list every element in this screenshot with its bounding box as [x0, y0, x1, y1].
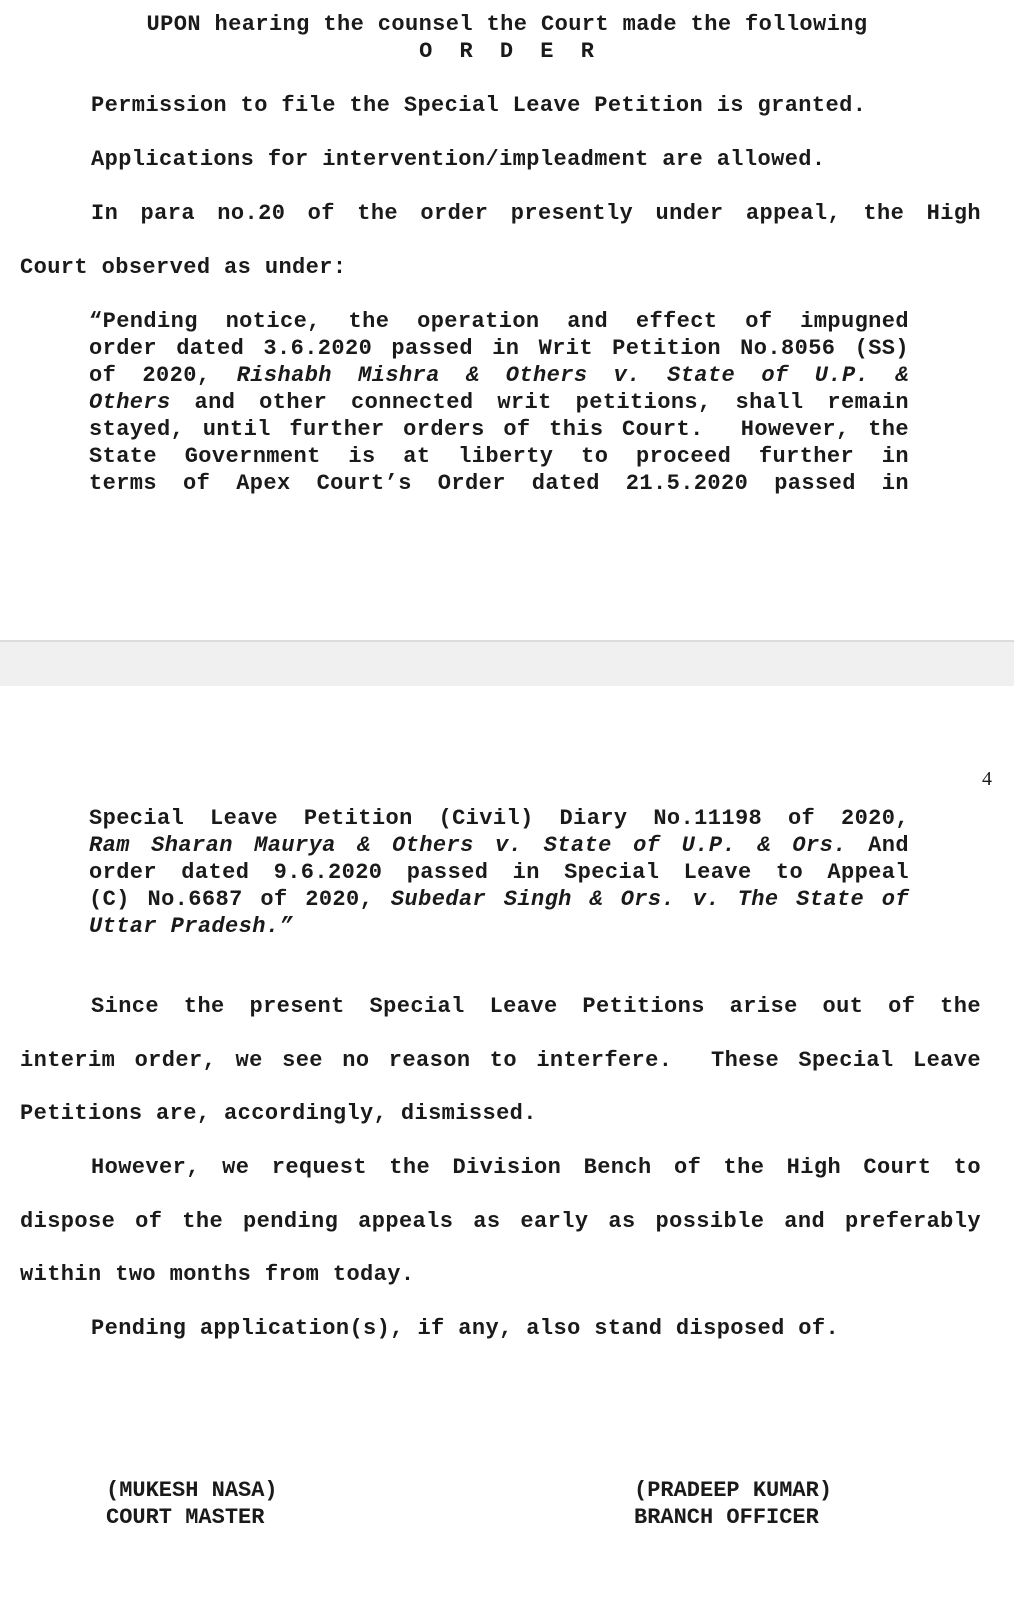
- case-name: Rishabh Mishra & Others v. State of U.P. &: [236, 363, 910, 388]
- paragraph-permission: Permission to file the Special Leave Petition is granted.: [91, 93, 867, 118]
- paragraph-para20-line1: In para no.20 of the order presently under appeal, the High: [91, 201, 981, 226]
- quote-line: [89, 362, 909, 389]
- paragraph-since-line2: interim order, we see no reason to interfere. These Special Leave: [20, 1048, 981, 1073]
- page-break: [0, 640, 1014, 688]
- page-number: 4: [982, 768, 992, 790]
- quote-line: State Government is at liberty to proceed further in: [89, 444, 909, 469]
- paragraph-however-line1: However, we request the Division Bench of the High Court to: [91, 1155, 981, 1180]
- paragraph-since-line1: Since the present Special Leave Petitions arise out of the: [91, 994, 981, 1019]
- quote-text: (C) No.6687 of 2020,: [89, 887, 391, 912]
- quote-text: of 2020,: [89, 363, 237, 388]
- signatory-name: (MUKESH NASA): [106, 1478, 278, 1503]
- quote-text: And: [846, 833, 909, 858]
- paragraph-pending: Pending application(s), if any, also stand disposed of.: [91, 1316, 840, 1341]
- signatory-name: (PRADEEP KUMAR): [634, 1478, 833, 1503]
- paragraph-applications: Applications for intervention/impleadment are allowed.: [91, 147, 826, 172]
- signatory-title: COURT MASTER: [106, 1505, 265, 1530]
- quote-line: stayed, until further orders of this Court. However, the: [89, 417, 909, 442]
- header-line: UPON hearing the counsel the Court made the following: [146, 12, 868, 37]
- order-title: O R D E R: [419, 39, 601, 64]
- paragraph-para20-line2: Court observed as under:: [20, 255, 347, 280]
- case-name: Others: [89, 390, 171, 415]
- paragraph-since-line3: Petitions are, accordingly, dismissed.: [20, 1101, 537, 1126]
- quote-line: order dated 9.6.2020 passed in Special Leave to Appeal: [89, 860, 909, 885]
- quote-line: “Pending notice, the operation and effect of impugned: [89, 309, 909, 334]
- quote-line: Uttar Pradesh.”: [89, 914, 294, 939]
- quote-line: [89, 389, 909, 416]
- signatory-title: BRANCH OFFICER: [634, 1505, 819, 1530]
- quote-line: [89, 832, 909, 859]
- quote-text: and other connected writ petitions, shall remain: [170, 390, 909, 415]
- quote-line: [89, 886, 909, 913]
- case-name: Subedar Singh & Ors. v. The State of: [390, 887, 909, 912]
- paragraph-however-line2: dispose of the pending appeals as early as possible and preferably: [20, 1209, 981, 1234]
- quote-line: Special Leave Petition (Civil) Diary No.11198 of 2020,: [89, 806, 909, 831]
- quote-line: terms of Apex Court’s Order dated 21.5.2020 passed in: [89, 471, 909, 496]
- paragraph-however-line3: within two months from today.: [20, 1262, 415, 1287]
- quote-line: order dated 3.6.2020 passed in Writ Petition No.8056 (SS): [89, 336, 909, 361]
- case-name: Ram Sharan Maurya & Others v. State of U.P. & Ors.: [89, 833, 847, 858]
